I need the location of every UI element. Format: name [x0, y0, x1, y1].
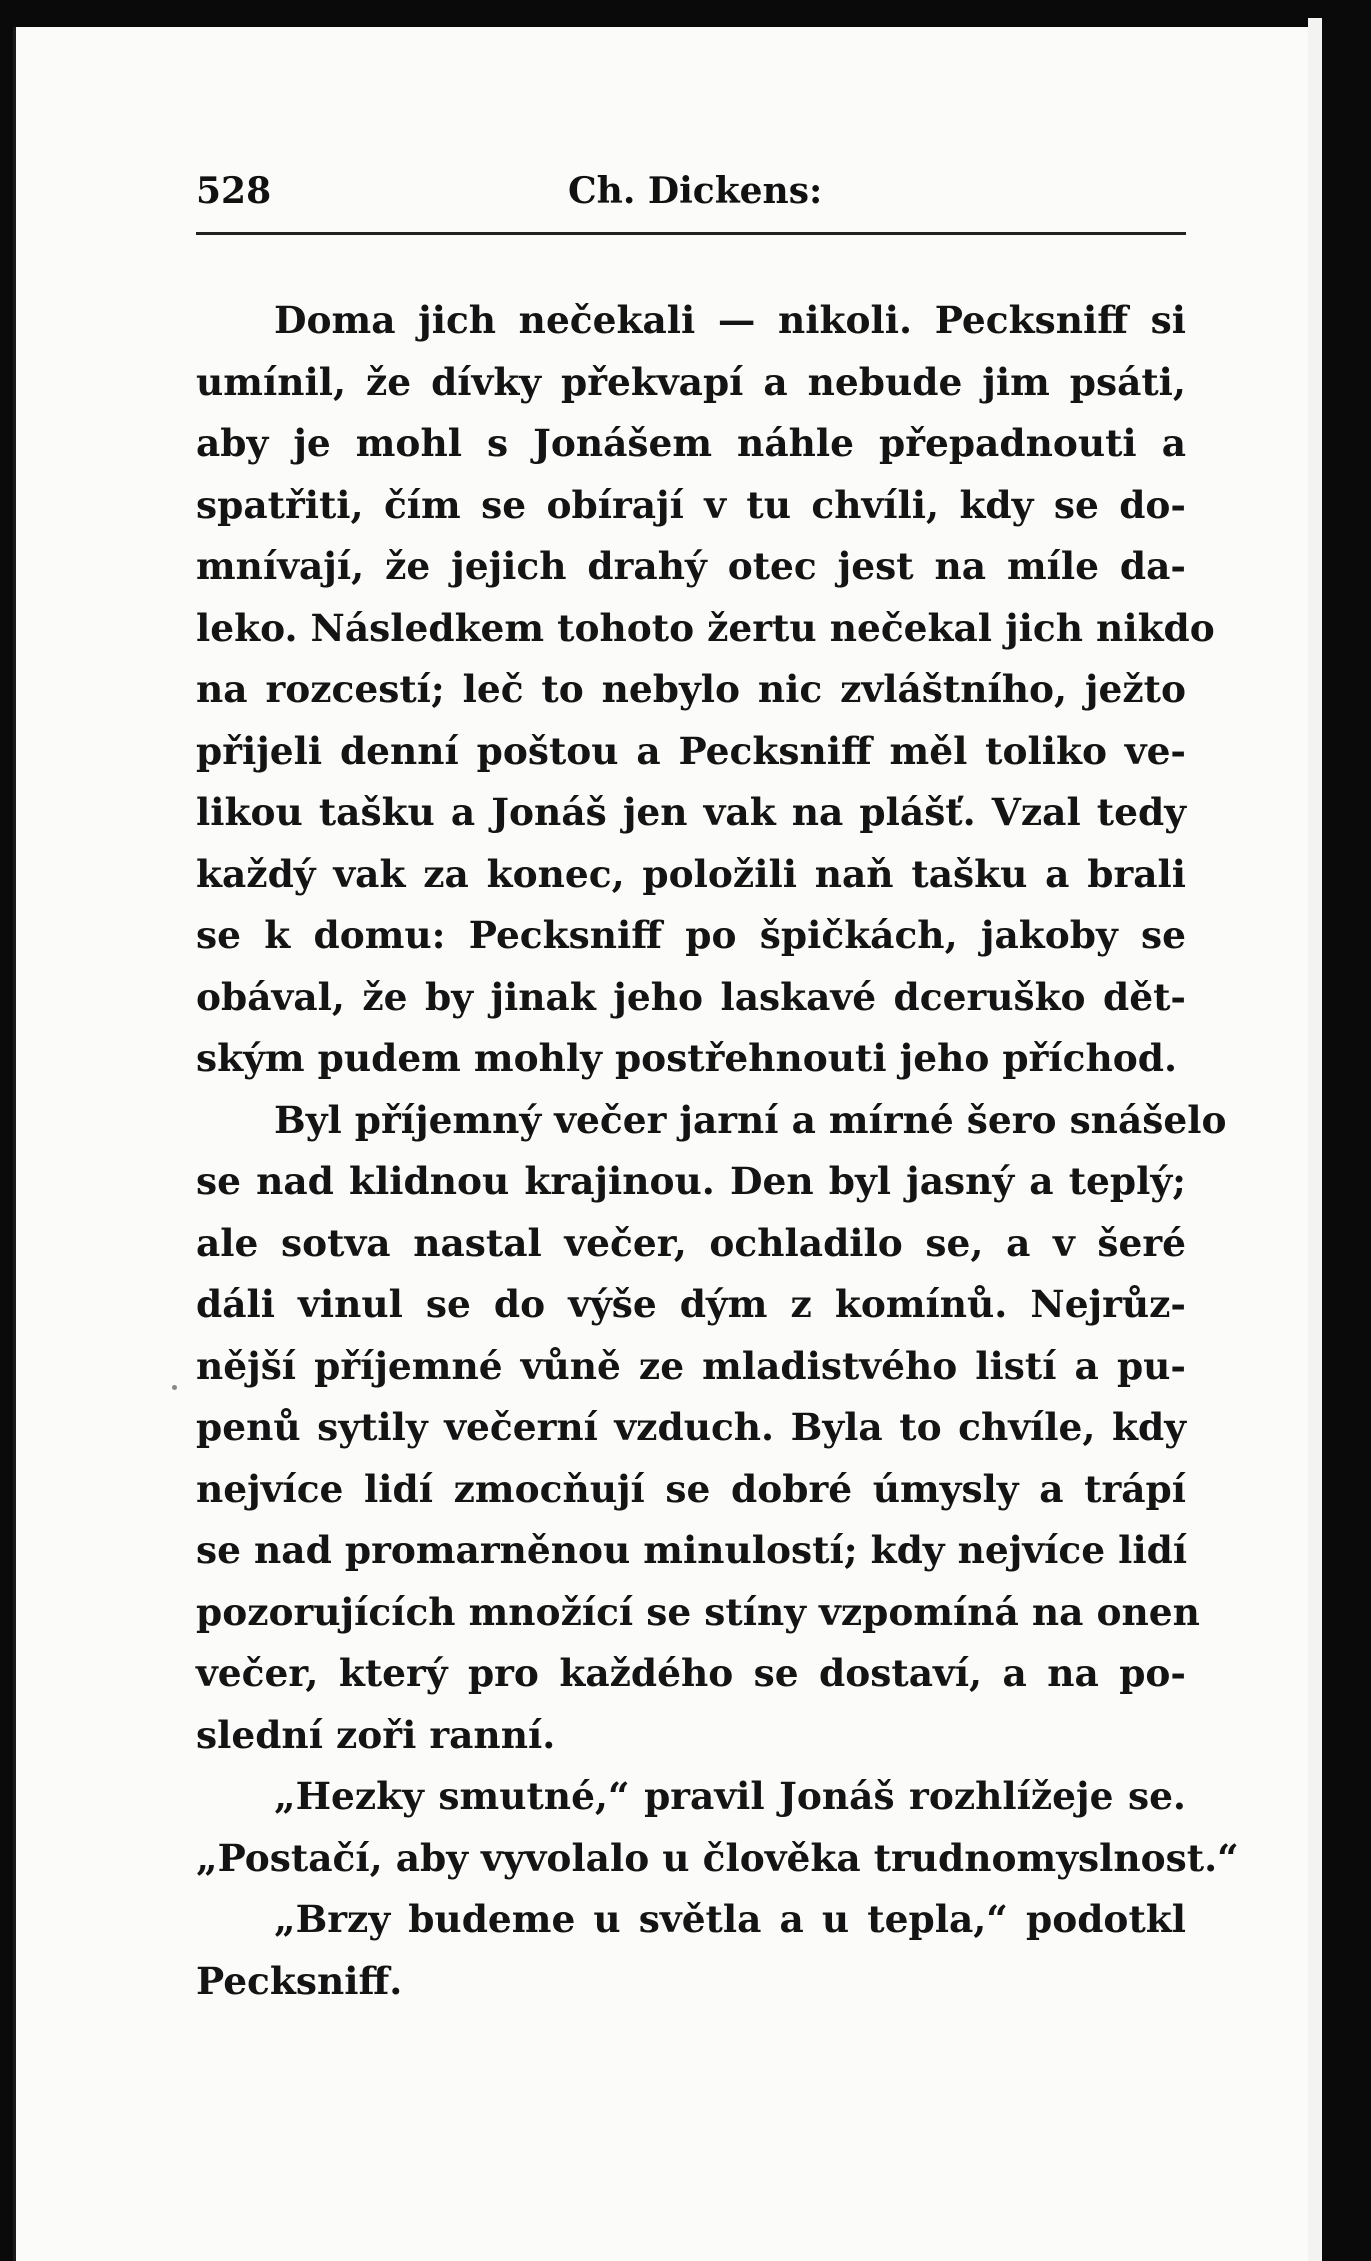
text-line: leko. Následkem tohoto žertu nečekal jich nikdo — [196, 605, 1215, 650]
text-line: slední zoři ranní. — [196, 1712, 556, 1757]
text-line: Doma jich nečekali — nikoli. Pecksniff si — [274, 298, 1186, 342]
text-line: na rozcestí; leč to nebylo nic zvláštního, ježto — [196, 667, 1186, 711]
text-line: „Brzy budeme u světla a u tepla,“ podotkl — [274, 1897, 1186, 1941]
text-line: nejvíce lidí zmocňují se dobré úmysly a trápí — [196, 1466, 1186, 1511]
text-line: se nad klidnou krajinou. Den byl jasný a teplý; — [196, 1159, 1186, 1203]
text-line: „Postačí, aby vyvolalo u člověka trudnomyslnost.“ — [196, 1835, 1239, 1880]
running-head: Ch. Dickens: — [568, 170, 823, 212]
page-header — [196, 170, 1186, 220]
text-line: se k domu: Pecksniff po špičkách, jakoby se — [196, 913, 1186, 957]
text-line: obával, že by jinak jeho laskavé dceruško dět- — [196, 974, 1186, 1019]
text-line: likou tašku a Jonáš jen vak na plášť. Vzal tedy — [196, 790, 1186, 834]
text-line: přijeli denní poštou a Pecksniff měl toliko ve- — [196, 728, 1186, 773]
text-line: Byl příjemný večer jarní a mírné šero snášelo — [274, 1097, 1227, 1142]
scan-border — [1322, 0, 1328, 2261]
page-number: 528 — [196, 170, 272, 212]
text-line: Pecksniff. — [196, 1958, 403, 2003]
text-line: se nad promarněnou minulostí; kdy nejvíce lidí — [196, 1528, 1188, 1572]
text-line: aby je mohl s Jonášem náhle přepadnouti a — [196, 421, 1186, 465]
text-line: umínil, že dívky překvapí a nebude jim psáti, — [196, 359, 1186, 404]
text-line: „Hezky smutné,“ pravil Jonáš rozhlížeje se. — [274, 1774, 1186, 1818]
text-line: ským pudem mohly postřehnouti jeho příchod. — [196, 1036, 1178, 1080]
text-line: spatřiti, čím se obírají v tu chvíli, kdy se do- — [196, 482, 1186, 527]
text-line: každý vak za konec, položili naň tašku a brali — [196, 851, 1186, 896]
text-line: pozorujících množící se stíny vzpomíná na onen — [196, 1589, 1200, 1634]
text-line: ale sotva nastal večer, ochladilo se, a v šeré — [196, 1220, 1186, 1265]
body-text — [196, 290, 1239, 2012]
text-line: večer, který pro každého se dostaví, a na po- — [196, 1651, 1186, 1695]
ink-speck — [172, 1385, 177, 1390]
text-line: mnívají, že jejich drahý otec jest na míle da- — [196, 544, 1186, 588]
text-line: nější příjemné vůně ze mladistvého listí a pu- — [196, 1343, 1186, 1388]
header-rule — [196, 232, 1186, 235]
text-line: penů sytily večerní vzduch. Byla to chvíle, kdy — [196, 1405, 1186, 1449]
text-line: dáli vinul se do výše dým z komínů. Nejrůz- — [196, 1282, 1186, 1326]
